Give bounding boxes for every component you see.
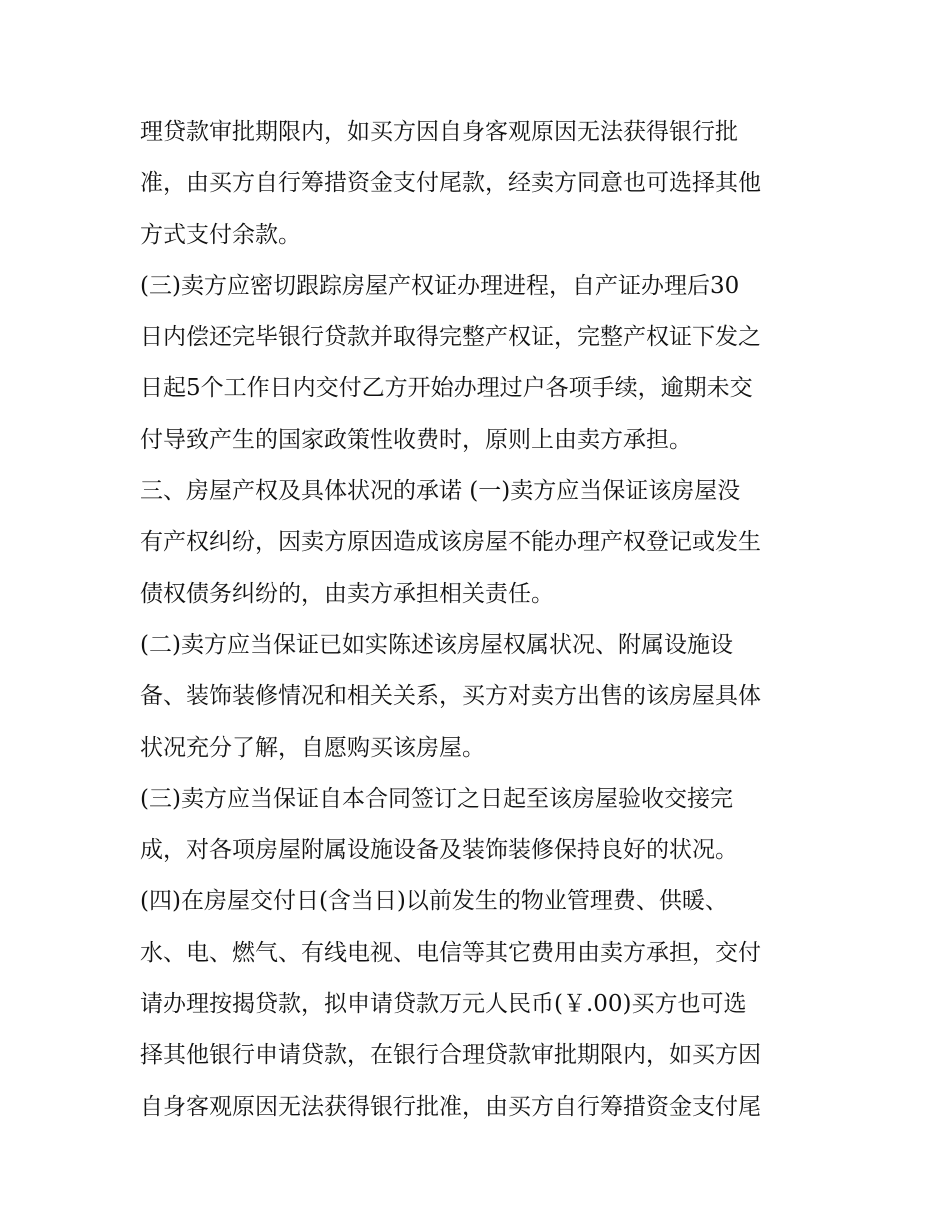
text-line: 成，对各项房屋附属设施设备及装饰装修保持良好的状况。 bbox=[140, 837, 738, 864]
text-line: 有产权纠纷，因卖方原因造成该房屋不能办理产权登记或发生 bbox=[140, 529, 761, 556]
text-line: 准，由买方自行筹措资金支付尾款，经卖方同意也可选择其他 bbox=[140, 170, 761, 197]
text-line: (四)在房屋交付日(含当日)以前发生的物业管理费、供暖、 bbox=[140, 888, 728, 915]
text-line: 债权债务纠纷的，由卖方承担相关责任。 bbox=[140, 580, 554, 607]
text-line: 水、电、燃气、有线电视、电信等其它费用由卖方承担，交付 bbox=[140, 939, 761, 966]
text-line: 备、装饰装修情况和相关关系，买方对卖方出售的该房屋具体 bbox=[140, 683, 761, 710]
text-line: 理贷款审批期限内，如买方因自身客观原因无法获得银行批 bbox=[140, 119, 738, 145]
text-line: 日内偿还完毕银行贷款并取得完整产权证，完整产权证下发之 bbox=[140, 324, 761, 351]
text-line: 自身客观原因无法获得银行批准，由买方自行筹措资金支付尾 bbox=[140, 1093, 761, 1120]
text-line: 日起5个工作日内交付乙方开始办理过户各项手续，逾期未交 bbox=[140, 375, 753, 402]
text-line: (三)卖方应当保证自本合同签订之日起至该房屋验收交接完 bbox=[140, 785, 733, 812]
text-line: 付导致产生的国家政策性收费时，原则上由卖方承担。 bbox=[140, 426, 692, 453]
text-line: (三)卖方应密切跟踪房屋产权证办理进程，自产证办理后30 bbox=[140, 272, 740, 299]
text-line: 三、房屋产权及具体状况的承诺 (一)卖方应当保证该房屋没 bbox=[140, 478, 741, 505]
document-body bbox=[140, 107, 830, 1133]
text-line: 状况充分了解，自愿购买该房屋。 bbox=[140, 734, 485, 761]
text-line: 择其他银行申请贷款，在银行合理贷款审批期限内，如买方因 bbox=[140, 1042, 761, 1069]
text-line: (二)卖方应当保证已如实陈述该房屋权属状况、附属设施设 bbox=[140, 631, 733, 658]
text-line: 方式支付余款。 bbox=[140, 221, 301, 248]
text-line: 请办理按揭贷款，拟申请贷款万元人民币(￥.00)买方也可选 bbox=[140, 991, 747, 1018]
